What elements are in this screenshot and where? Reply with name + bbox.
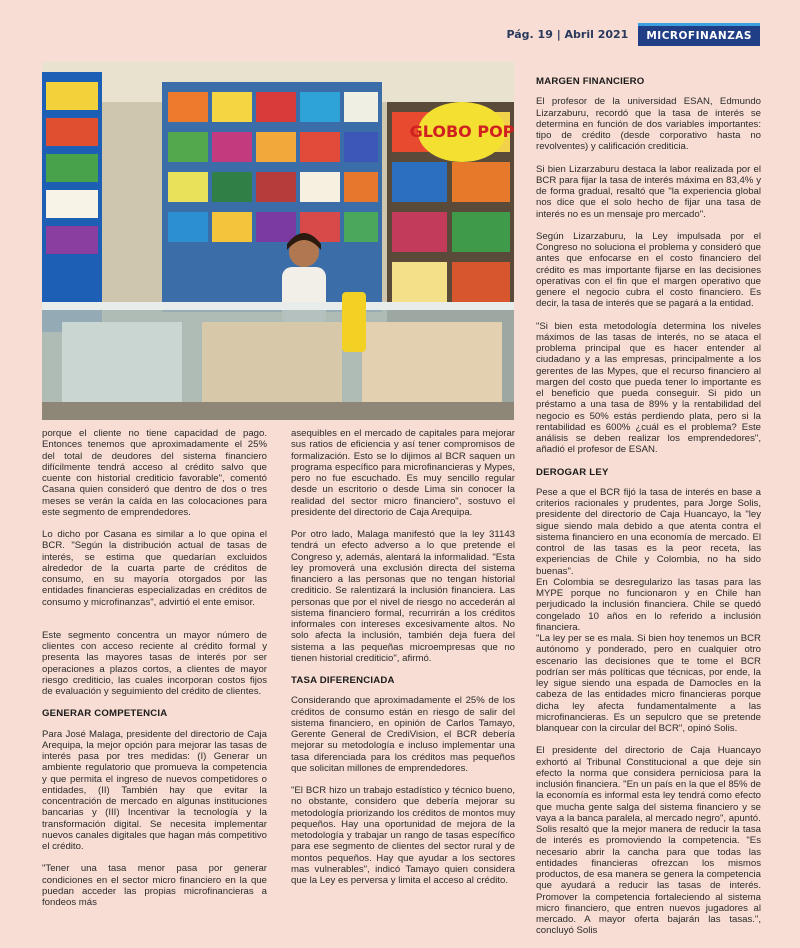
paragraph: El profesor de la universidad ESAN, Edmundo Lizarzaburu, recordó que la tasa de interés se determina en función de dos variables importantes: tipo de crédito (desde corporativo hasta no revolventes) y calificación crediticia. (536, 96, 761, 153)
paragraph: Si bien Lizarzaburu destaca la labor realizada por el BCR para fijar la tasa de interés máxima en 83,4% y de forma gradual, resaltó que "la experiencia global nos dice que el solo hecho de fijar una tasa de interés no es un mensaje pro mercado". (536, 163, 761, 220)
paragraph: "Tener una tasa menor pasa por generar condiciones en el sector micro financiero en la que puedan acceder las propias microfinancieras a fondeos más (42, 863, 267, 908)
paragraph: Pese a que el BCR fijó la tasa de interés en base a criterios racionales y prudentes, para Jorge Solis, presidente del directorio de Caja Huancayo, la "ley sigue siendo mala debido a que atenta contra el sistema financiero en una economía de mercado. El control de las tasas es la peor receta, las experiencias de Chile y Colombia, no ha sido buenas". (536, 486, 761, 577)
column-left (42, 428, 267, 919)
section-brand-badge: MICROFINANZAS (638, 23, 760, 46)
column-right (536, 76, 761, 948)
store-photo (42, 62, 514, 420)
paragraph: En Colombia se desregularizo las tasas para las MYPE porque no funcionaron y en Chile han perjudicado la inclusión financiera. Chile se quedó congelado 10 años en lo referido a inclusión financiera. (536, 576, 761, 633)
column-middle (291, 428, 515, 897)
paragraph: "Si bien esta metodología determina los niveles máximos de las tasas de interés, no se ataca el problema principal que es hacer entender al ciudadano y a las empresas, principalmente a los gerentes de las Mypes, que el recurso financiero al margen del costo que pueda tener lo importante es el beneficio que pueda conseguir. Si pido un préstamo a una tasa de 89% y la rentabilidad del negocio es 50% estás perdiendo plata, pero si la rentabilidad es 600% ¿cuál es el problema? Este análisis se deben realizar los emprendedores", añadió el profesor de ESAN. (536, 320, 761, 456)
paragraph: Por otro lado, Malaga manifestó que la ley 31143 tendrá un efecto adverso a lo que pretende el Congreso y, además, alentará la informalidad. "Esta ley promoverá una exclusión directa del sistema financiero a las personas que no tengan historial crediticio. Se ralentizará la inclusión financiera. Las personas que por el nivel de riesgo no accederán al sistema financiero formal, recurrirán a los créditos informales con intereses excesivamente altos. No solo afecta la inclusión, también deja fuera del sistema a las pequeñas microempresas que no tienen historial crediticio", afirmó. (291, 529, 515, 664)
paragraph: Este segmento concentra un mayor número de clientes con acceso reciente al crédito formal y presenta las mayores tasas de interés por ser operaciones a plazos cortos, a clientes de mayor riesgo crediticio, las cuales incorporan costos fijos de evaluación y seguimiento del crédito de clientes. (42, 629, 267, 697)
paragraph: Según Lizarzaburu, la Ley impulsada por el Congreso no soluciona el problema y consideró que antes que enfocarse en el costo financiero del crédito es mas importante fijarse en las decisiones operativas con el fin que el margen operativo que genere el negocio cubra el costo financiero. Es decir, la tasa de interés que se pagará a la entidad. (536, 230, 761, 310)
page-number-label: Pág. 19 | Abril 2021 (506, 27, 629, 41)
paragraph: Lo dicho por Casana es similar a lo que opina el BCR. "Según la distribución actual de tasas de interés, se estima que quedarían excluidos alrededor de la cuarta parte de créditos de consumo, en su mayoría otorgados por las entidades financieras especializadas en créditos de consumo y microfinanzas", advirtió el ente emisor. (42, 529, 267, 608)
paragraph: Solis resaltó que la mejor manera de reducir la tasa de interés es promoviendo la competencia. "Es necesario abrir la cancha para que todas las entidades financieras ofrezcan los mismos productos, de esa manera se genera la competencia que ayudará a reducir las tasas de interés. Promover la competencia fortaleciendo al sistema micro financiero, que entren nuevos jugadores al mercado. A mayor oferta bajarán las tasas.", concluyó Solis (536, 824, 761, 937)
paragraph: Para José Malaga, presidente del directorio de Caja Arequipa, la mejor opción para mejorar las tasas de interés pasa por tres medidas: (I) Generar un ambiente regulatorio que promueva la competencia y que permita el ingreso de nuevos competidores o entidades, (II) También hay que evitar la concentración de mercado en algunas instituciones bancarias y (III) Incentivar la tecnología y la transformación digital. Se necesita implementar nuevos canales digitales que hagan más competitivo el crédito. (42, 728, 267, 852)
paragraph: porque el cliente no tiene capacidad de pago. Entonces tenemos que aproximadamente el 25% del total de deudores del sistema financiero difícilmente tendrá acceso al crédito salvo que cuente con historial crediticio favorable", comentó Casana quien consideró que dentro de dos o tres meses se verán la caída en las colocaciones para este segmento de emprendedores. (42, 428, 267, 518)
section-heading-margen-financiero: MARGEN FINANCIERO (536, 76, 645, 87)
paragraph: Considerando que aproximadamente el 25% de los créditos de consumo están en riesgo de salir del sistema financiero, en opinión de Carlos Tamayo, Gerente General de CrediVision, el BCR debería mejorar su metodología e incluso implementar una tasa diferenciada para los créditos mas pequeños que solicitan millones de emprendedores. (291, 695, 515, 774)
store-photo-illustration (42, 62, 514, 420)
paragraph: El presidente del directorio de Caja Huancayo exhortó al Tribunal Constitucional a que deje sin efecto la norma que considera perniciosa para la inclusión financiera. "En un país en la que el 85% de la economía es informal esta ley tendrá como efecto que mucha gente salga del sistema financiero y se vaya a la banca paralela, al mercado negro", apuntó. (536, 745, 761, 824)
page-header (506, 22, 760, 46)
paragraph: asequibles en el mercado de capitales para mejorar sus ratios de eficiencia y así tener compromisos de formalización. Esto se lo dijimos al BCR saquen un programa específico para microfinancieras y Mypes, pero no fue escuchado. Es muy sencillo regular desde un escritorio o desde Lima sin conocer la realidad del sector micro financiero", sostuvo el presidente del directorio de Caja Arequipa. (291, 428, 515, 518)
section-heading-generar-competencia: GENERAR COMPETENCIA (42, 708, 168, 720)
section-heading-derogar-ley: DEROGAR LEY (536, 466, 609, 478)
globo-pop-sign: GLOBO POP (409, 122, 514, 141)
paragraph: "El BCR hizo un trabajo estadístico y técnico bueno, no obstante, considero que debería mejorar su metodología priorizando los créditos de montos muy pequeños. Hay una oportunidad de mejora de la metodología y trabajar un rango de tasas específico para ese segmento de clientes del sector rural y de montos pequeños. Hay que ayudar a los sectores mas vulnerables", indicó Tamayo quien considera que la Ley es perversa y limita el acceso al crédito. (291, 785, 515, 886)
section-heading-tasa-diferenciada: TASA DIFERENCIADA (291, 675, 395, 686)
paragraph: "La ley per se es mala. Si bien hoy tenemos un BCR autónomo y ponderado, pero en cualquier otro escenario las decisiones que te tome el BCR podrían ser más políticas que técnicas, por ende, la ley sigue siendo una espada de Damocles en la cabeza de las entidades micro financieras porque dicha ley afecta fundamentalmente a las microfinancieras. Es un sepulcro que se pretende blanquear con la circular del BCR", opinó Solis. (536, 633, 761, 734)
